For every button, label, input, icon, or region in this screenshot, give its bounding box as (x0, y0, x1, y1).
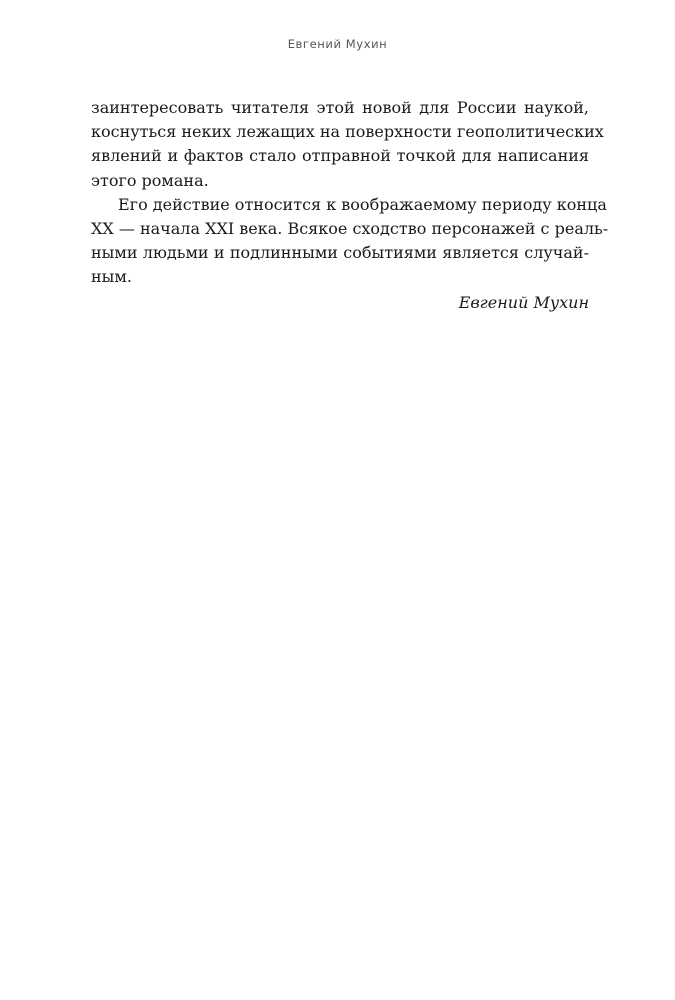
text-line: Его действие относится к воображаемому периоду конца (118, 194, 607, 214)
running-header: Евгений Мухин (287, 37, 388, 51)
text-line: заинтересовать читателя этой новой для России наукой, (91, 98, 589, 117)
text-line: коснуться неких лежащих на поверхности геополитических (91, 122, 604, 142)
paragraph-2 (91, 193, 609, 290)
body-text (91, 96, 609, 315)
text-line: ными людьми и подлинными событиями является случай- (91, 243, 589, 263)
paragraph-1 (91, 96, 604, 193)
text-line: XX — начала XXI века. Всякое сходство персонажей с реаль- (91, 219, 609, 239)
author-signature: Евгений Мухин (458, 292, 589, 312)
text-line: этого романа. (91, 170, 209, 190)
text-line: явлений и фактов стало отправной точкой для написания (91, 146, 589, 166)
text-line: ным. (91, 267, 132, 287)
